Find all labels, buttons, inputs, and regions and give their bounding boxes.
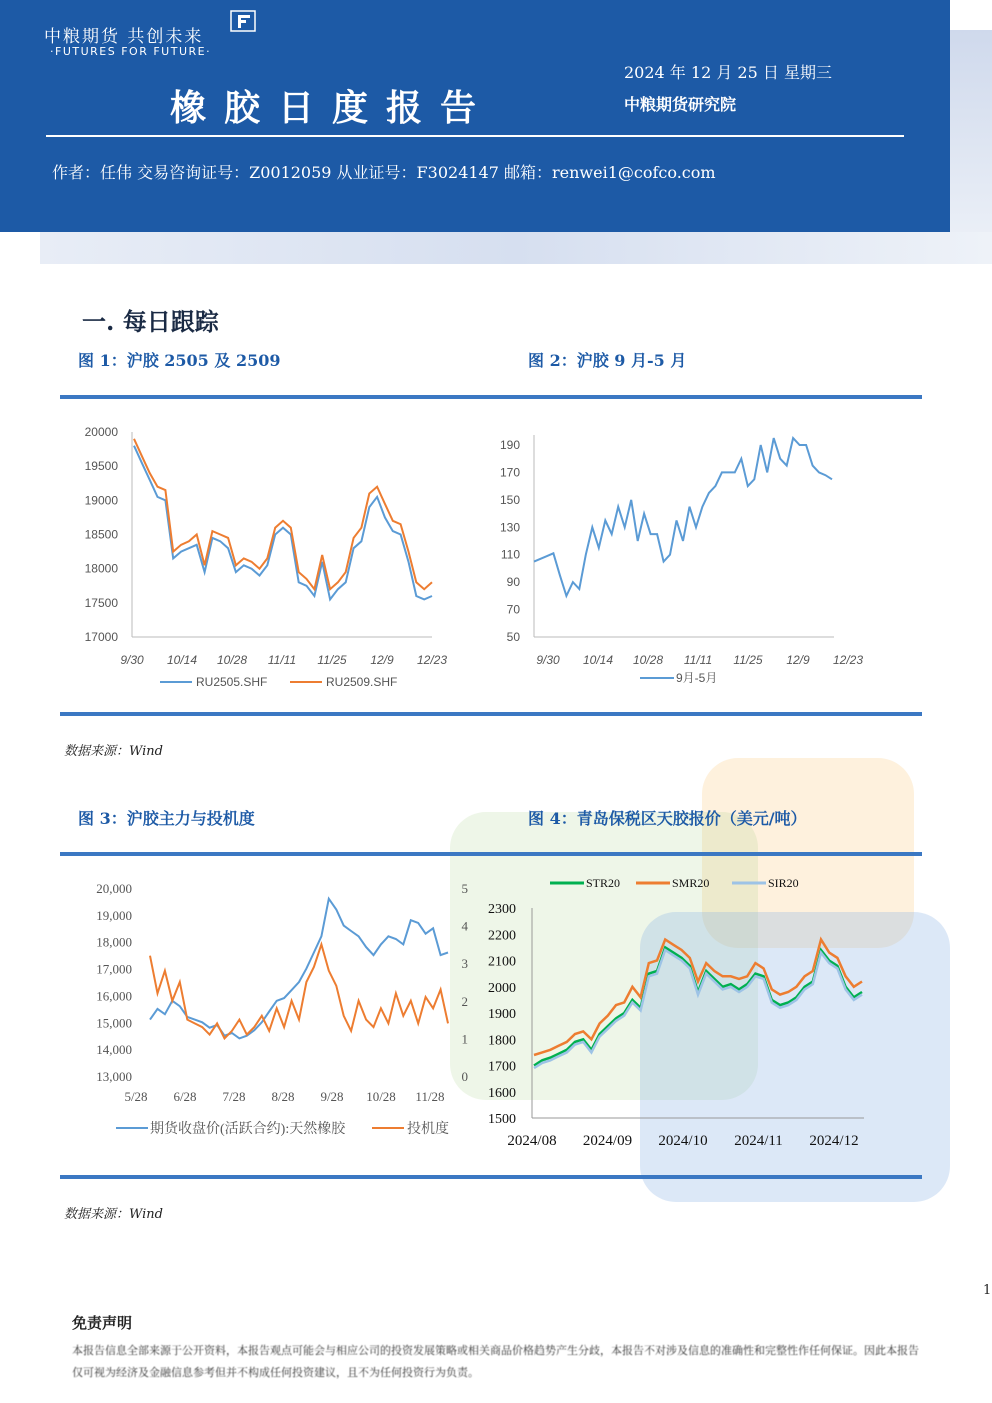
x-tick-label: 11/11 [267,653,297,667]
section-title: 一. 每日跟踪 [82,307,219,336]
x-tick-label: 2024/12 [809,1133,859,1149]
y-tick-label-right: 0 [461,1069,468,1084]
banner-decoration-strip [40,232,992,264]
y-tick-label-left: 20,000 [96,881,132,896]
report-date: 2024 年 12 月 25 日 星期三 [624,63,832,82]
x-tick-label: 10/28 [366,1089,396,1104]
y-tick-label: 1500 [488,1112,516,1127]
chart-qingdao-bonded-prices [480,866,900,1156]
series-line-sep-may [534,438,832,596]
y-tick-label-right: 5 [461,881,468,896]
figure-4-title: 图 4：青岛保税区天胶报价（美元/吨） [528,809,807,828]
legend-label: 9月-5月 [676,671,718,685]
y-tick-label-left: 16,000 [96,988,132,1004]
x-tick-label: 5/28 [124,1089,148,1104]
y-tick-label: 50 [506,630,520,644]
series-line-ru2505-shf [134,446,432,600]
legend-label: SIR20 [768,876,799,890]
y-tick-label-right: 3 [461,956,468,972]
legend-label: STR20 [586,876,621,890]
legend-label: 期货收盘价(活跃合约):天然橡胶 [150,1122,346,1137]
x-tick-label: 7/28 [222,1089,246,1104]
y-tick-label: 70 [506,602,520,617]
x-tick-label: 9/30 [120,653,144,667]
disclaimer-title: 免责声明 [72,1314,133,1332]
y-tick-label: 19000 [84,493,118,508]
x-tick-label: 2024/08 [507,1133,557,1149]
company-logo-icon [230,10,256,32]
y-tick-label-left: 15,000 [96,1015,132,1031]
author-info: 作者：任伟 交易咨询证号：Z0012059 从业证号：F3024147 邮箱：renwei1@cofco.com [52,163,716,182]
y-tick-label: 17000 [84,630,118,644]
y-tick-label-left: 13,000 [96,1069,132,1084]
y-tick-label: 2000 [488,980,516,996]
disclaimer-text: 本报告信息全部来源于公开资料，本报告观点可能会与相应公司的投资发展策略或相关商品价格趋势产生分歧，本报告不对涉及信息的准确性和完整性作任何保证。因此本报告仅可视为经济及金融信息参考但并不构成任何投资建议，且不为任何投资行为负责。 [72,1344,919,1379]
y-tick-label: 20000 [84,425,118,439]
y-tick-label-right: 2 [461,993,468,1009]
x-tick-label: 10/28 [632,653,664,667]
y-tick-label: 170 [499,465,520,480]
y-tick-label: 1900 [488,1007,516,1022]
x-tick-label: 2024/10 [658,1133,708,1149]
figure-1-title: 图 1：沪胶 2505 及 2509 [78,351,281,370]
y-tick-label: 1800 [488,1033,516,1049]
x-tick-label: 11/25 [733,653,763,667]
y-tick-label: 18500 [84,527,118,542]
data-source-1: 数据来源：Wind [64,744,163,759]
page-number: 1 [983,1283,992,1298]
figure-3-title: 图 3：沪胶主力与投机度 [78,809,255,828]
series-line-speculation [150,944,448,1038]
banner-divider [46,135,904,137]
series-line-str20 [534,947,862,1065]
x-tick-label: 11/28 [415,1089,445,1104]
x-tick-label: 10/14 [166,653,198,667]
y-tick-label: 2100 [488,954,516,970]
x-tick-label: 12/9 [786,653,810,667]
report-organization: 中粮期货研究院 [624,95,737,114]
y-tick-label-left: 14,000 [96,1042,132,1058]
chart-ru2505-ru2509 [60,410,480,700]
y-tick-label: 2300 [488,902,516,917]
x-tick-label: 11/25 [317,653,347,667]
y-tick-label: 17500 [84,595,118,610]
y-tick-label: 150 [499,492,520,507]
x-tick-label: 8/28 [271,1089,295,1104]
figure-row-2-bottom-rule [60,1175,922,1179]
figure-row-1-bottom-rule [60,712,922,716]
x-tick-label: 2024/09 [582,1133,633,1149]
x-tick-label: 9/28 [320,1089,344,1104]
y-tick-label-left: 17,000 [96,961,132,977]
data-source-2: 数据来源：Wind [64,1207,163,1222]
y-tick-label: 18000 [84,561,118,576]
banner-decoration-right [950,30,992,264]
y-tick-label-left: 18,000 [96,934,132,950]
x-tick-label: 10/28 [216,653,248,667]
company-slogan: ·FUTURES FOR FUTURE· [50,45,212,58]
x-tick-label: 6/28 [173,1089,197,1104]
y-tick-label: 110 [500,547,520,562]
figure-row-2-top-rule [60,852,922,856]
x-tick-label: 11/11 [683,653,713,667]
x-tick-label: 12/23 [416,653,448,667]
x-tick-label: 10/14 [582,653,614,667]
chart-main-contract-speculation [60,870,480,1150]
y-tick-label-right: 1 [461,1031,468,1047]
report-title: 橡胶日度报告 [170,87,495,129]
chart-sep-may-spread [490,410,910,700]
x-tick-label: 12/9 [370,653,394,667]
y-tick-label: 2200 [488,928,516,944]
figure-row-1-top-rule [60,395,922,399]
company-logo-text: 中粮期货 共创未来 [44,27,204,47]
x-tick-label: 12/23 [832,653,864,667]
y-tick-label-left: 19,000 [96,907,132,923]
x-tick-label: 2024/11 [734,1133,783,1149]
y-tick-label: 19500 [84,459,118,474]
legend-label: SMR20 [672,876,710,890]
y-tick-label: 1700 [488,1059,516,1075]
y-tick-label: 130 [499,520,520,535]
legend-label: RU2509.SHF [326,675,398,689]
y-tick-label-right: 4 [461,918,468,934]
legend-label: RU2505.SHF [196,675,268,689]
y-tick-label: 190 [499,438,520,452]
figure-2-title: 图 2：沪胶 9 月-5 月 [528,351,687,370]
y-tick-label: 1600 [488,1085,516,1101]
series-line-ru2509-shf [134,439,432,589]
x-tick-label: 9/30 [536,653,560,667]
legend-label: 投机度 [407,1122,449,1137]
y-tick-label: 90 [506,575,520,590]
